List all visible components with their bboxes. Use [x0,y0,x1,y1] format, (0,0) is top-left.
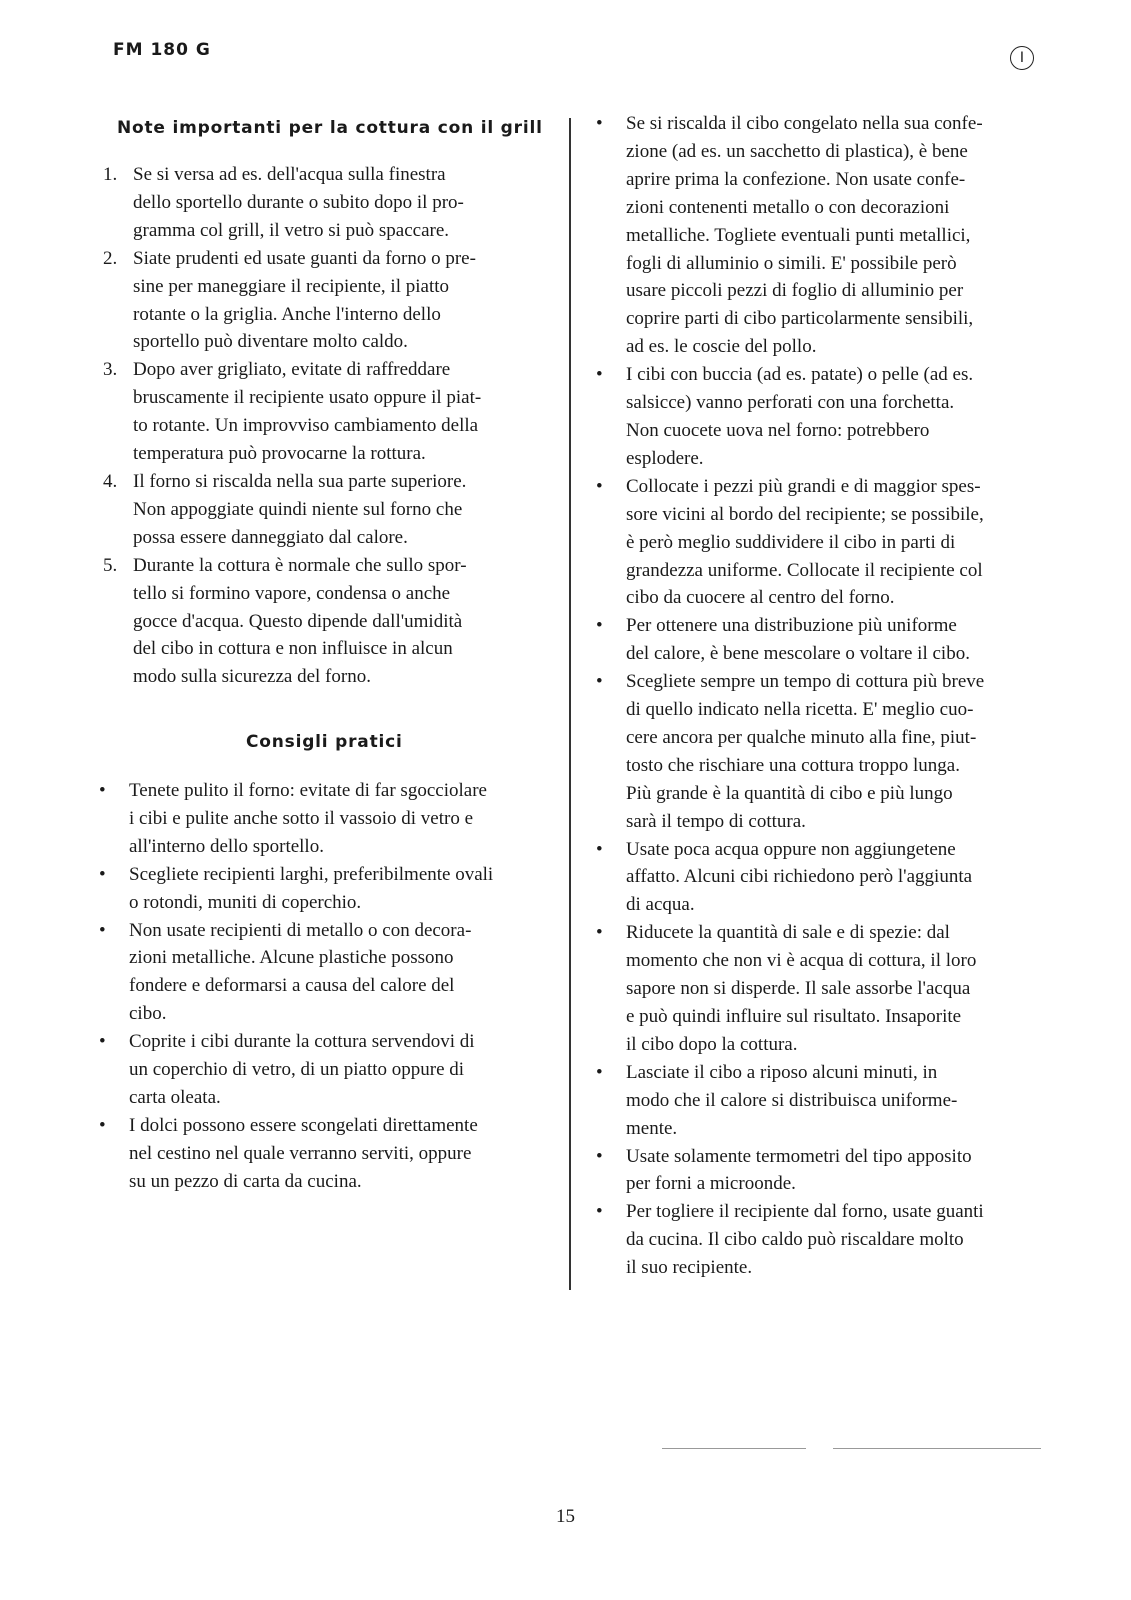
text-line: temperatura può provocarne la rottura. [133,443,426,465]
text-line: Non appoggiate quindi niente sul forno che [133,498,463,520]
text-line: il cibo dopo la cottura. [626,1033,798,1055]
text-line: modo sulla sicurezza del forno. [133,666,371,688]
item-number: 4. [103,470,118,492]
page-number: 15 [556,1506,575,1527]
text-line: Usate solamente termometri del tipo apposito [626,1145,972,1167]
text-line: all'interno dello sportello. [129,835,324,857]
text-line: Tenete pulito il forno: evitate di far sgocciolare [129,780,487,801]
text-line: rotante o la griglia. Anche l'interno dello [133,303,441,325]
text-line: momento che non vi è acqua di cottura, il loro [626,950,977,972]
text-line: coprire parti di cibo particolarmente sensibili, [626,308,974,330]
text-line: Il forno si riscalda nella sua parte superiore. [133,470,467,492]
text-line: metalliche. Togliete eventuali punti metallici, [626,224,971,246]
list-item [596,110,1056,361]
text-line: I cibi con buccia (ad es. patate) o pelle (ad es. [626,364,974,386]
text-line: un coperchio di vetro, di un piatto oppure di [129,1059,465,1081]
text-line: il suo recipiente. [626,1257,753,1279]
list-item [103,245,563,357]
footer-rule [833,1448,1041,1449]
model-header: FM 180 G [113,40,211,60]
text-line: esplodere. [626,447,704,469]
text-line: grandezza uniforme. Collocate il recipiente col [626,559,983,581]
text-line: i cibi e pulite anche sotto il vassoio di vetro e [129,807,474,829]
bullet-marker: • [596,922,603,944]
text-line: Scegliete sempre un tempo di cottura più breve [626,671,985,693]
item-number: 2. [103,247,118,269]
text-line: Scegliete recipienti larghi, preferibilmente ovali [129,863,494,885]
list-item [99,917,559,1029]
text-line: è però meglio suddividere il cibo in parti di [626,531,956,553]
text-line: mente. [626,1117,678,1139]
tips-list-left [99,777,559,1196]
item-number: 3. [103,359,118,381]
text-line: sarà il tempo di cottura. [626,810,806,832]
text-line: cibo. [129,1003,167,1025]
text-line: Usate poca acqua oppure non aggiungetene [626,838,956,860]
bullet-marker: • [596,1061,603,1083]
text-line: carta oleata. [129,1086,221,1108]
language-badge: I [1010,46,1034,70]
text-line: per forni a microonde. [626,1173,796,1195]
text-line: affatto. Alcuni cibi richiedono però l'aggiunta [626,866,973,888]
bullet-marker: • [99,1031,106,1053]
bullet-marker: • [99,780,106,801]
text-line: Per togliere il recipiente dal forno, usate guanti [626,1201,984,1223]
text-line: cibo da cuocere al centro del forno. [626,587,895,609]
text-line: to rotante. Un improvviso cambiamento della [133,415,479,437]
text-line: fondere e deformarsi a causa del calore del [129,975,455,997]
text-line: Coprite i cibi durante la cottura servendovi di [129,1031,475,1053]
text-line: tosto che rischiare una cottura troppo lunga. [626,754,960,776]
list-item [103,356,563,468]
text-line: tello si formino vapore, condensa o anche [133,582,451,604]
numbered-list [103,161,563,691]
text-line: Durante la cottura è normale che sullo spor- [133,554,467,576]
list-item [99,1112,559,1196]
bullet-marker: • [596,1145,603,1167]
text-line: Collocate i pezzi più grandi e di maggior spes- [626,475,981,497]
list-item [596,668,1056,835]
text-line: Siate prudenti ed usate guanti da forno o pre- [133,247,476,269]
text-line: sine per maneggiare il recipiente, il piatto [133,275,450,297]
text-line: sapore non si disperde. Il sale assorbe l'acqua [626,978,971,1000]
text-line: Se si versa ad es. dell'acqua sulla finestra [133,164,446,185]
column-divider [569,118,571,1290]
text-line: o rotondi, muniti di coperchio. [129,891,362,913]
bullet-marker: • [596,838,603,860]
text-line: di acqua. [626,894,695,916]
bullet-marker: • [99,1114,106,1136]
text-line: sportello può diventare molto caldo. [133,331,408,353]
tips-list-right [596,110,1056,1282]
text-line: Non cuocete uova nel forno: potrebbero [626,419,930,441]
text-line: di quello indicato nella ricetta. E' meglio cuo- [626,699,974,721]
list-item [596,473,1056,613]
text-line: sore vicini al bordo del recipiente; se possibile, [626,503,984,525]
text-line: I dolci possono essere scongelati direttamente [129,1114,478,1136]
list-item [596,836,1056,920]
text-line: possa essere danneggiato dal calore. [133,526,408,548]
text-line: Non usate recipienti di metallo o con decora- [129,919,472,941]
text-line: zioni metalliche. Alcune plastiche possono [129,947,454,969]
list-item [596,1143,1056,1199]
text-line: zione (ad es. un sacchetto di plastica), è bene [626,140,968,162]
text-line: Dopo aver grigliato, evitate di raffreddare [133,359,451,381]
text-line: su un pezzo di carta da cucina. [129,1170,362,1192]
text-line: Se si riscalda il cibo congelato nella sua confe- [626,113,983,134]
list-item [99,861,559,917]
bullet-marker: • [596,475,603,497]
section-title-grill: Note importanti per la cottura con il grill [117,118,543,138]
bullet-marker: • [99,863,106,885]
text-line: salsicce) vanno perforati con una forchetta. [626,392,955,414]
list-item [596,919,1056,1059]
list-item [596,361,1056,473]
text-line: dello sportello durante o subito dopo il pro- [133,191,464,213]
bullet-marker: • [99,919,106,941]
footer-rule [662,1448,806,1449]
list-item [596,612,1056,668]
text-line: del calore, è bene mescolare o voltare il cibo. [626,643,970,665]
text-line: gocce d'acqua. Questo dipende dall'umidità [133,610,463,632]
list-item [596,1059,1056,1143]
list-item [103,552,563,692]
text-line: da cucina. Il cibo caldo può riscaldare molto [626,1229,964,1251]
text-line: modo che il calore si distribuisca uniforme- [626,1089,958,1111]
bullet-marker: • [596,615,603,637]
text-line: aprire prima la confezione. Non usate confe- [626,168,966,190]
bullet-marker: • [596,1201,603,1223]
list-item [103,161,563,245]
text-line: Per ottenere una distribuzione più uniforme [626,615,957,637]
bullet-marker: • [596,113,603,134]
text-line: cere ancora per qualche minuto alla fine, piut- [626,726,977,748]
text-line: ad es. le coscie del pollo. [626,336,817,358]
item-number: 1. [103,164,118,185]
list-item [596,1198,1056,1282]
text-line: Lasciate il cibo a riposo alcuni minuti, in [626,1061,938,1083]
item-number: 5. [103,554,118,576]
bullet-marker: • [596,364,603,386]
text-line: Più grande è la quantità di cibo e più lungo [626,782,953,804]
section-title-tips: Consigli pratici [246,732,403,752]
list-item [99,777,559,861]
list-item [103,468,563,552]
text-line: Riducete la quantità di sale e di spezie: dal [626,922,950,944]
list-item [99,1028,559,1112]
text-line: fogli di alluminio o simili. E' possibile però [626,252,957,274]
text-line: usare piccoli pezzi di foglio di alluminio per [626,280,964,302]
text-line: bruscamente il recipiente usato oppure il piat- [133,387,482,409]
bullet-marker: • [596,671,603,693]
text-line: gramma col grill, il vetro si può spaccare. [133,219,450,241]
text-line: e può quindi influire sul risultato. Insaporite [626,1006,962,1027]
text-line: nel cestino nel quale verranno serviti, oppure [129,1142,472,1164]
text-line: del cibo in cottura e non influisce in alcun [133,638,453,660]
text-line: zioni contenenti metallo o con decorazioni [626,196,950,218]
